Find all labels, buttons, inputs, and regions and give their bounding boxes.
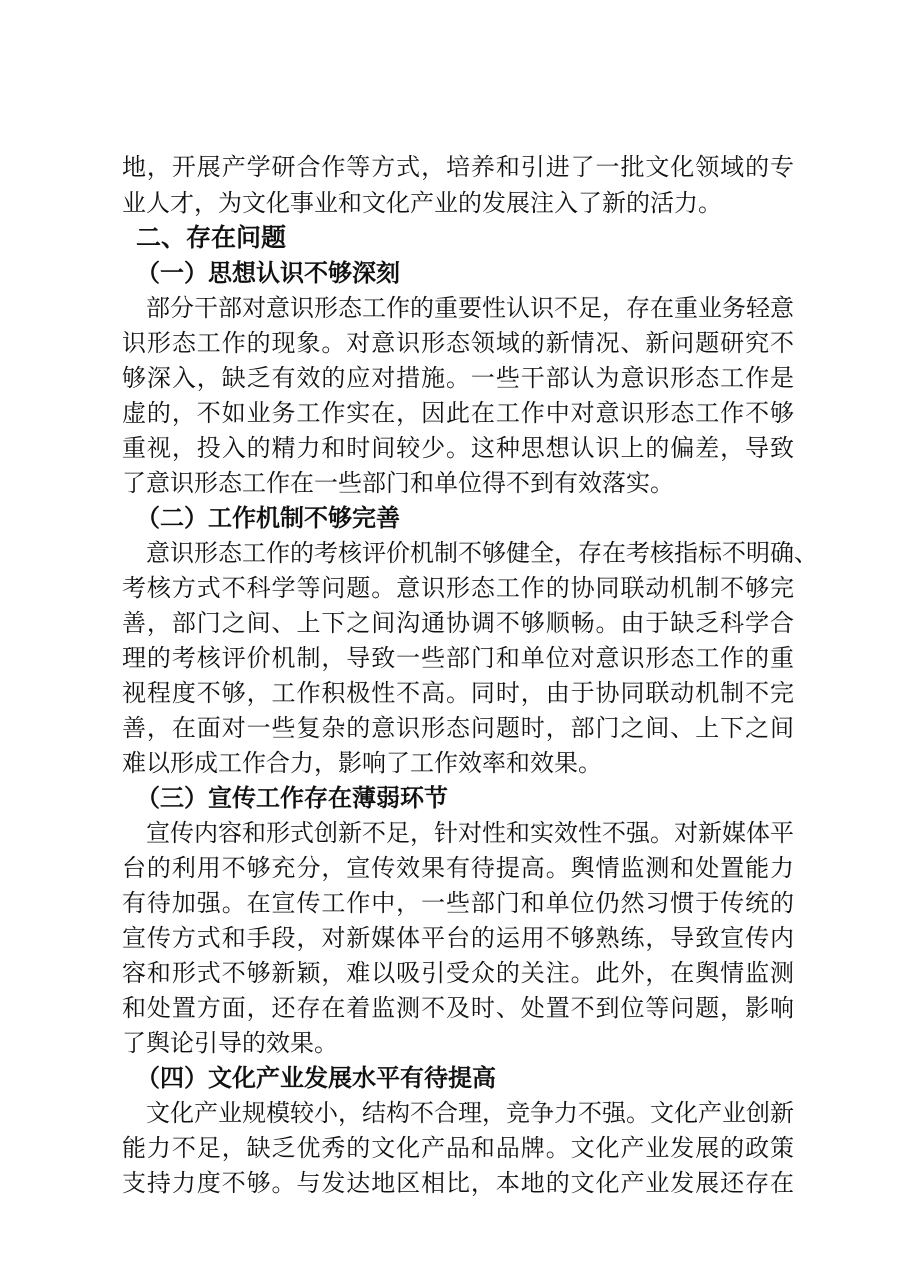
subsection-heading: （二）工作机制不够完善 xyxy=(136,503,400,532)
body-line: 虚的，不如业务工作实在，因此在工作中对意识形态工作不够 xyxy=(122,399,794,427)
body-line: 了意识形态工作在一些部门和单位得不到有效落实。 xyxy=(122,469,674,497)
paragraph-first-line: 文化产业规模较小，结构不合理，竞争力不强。文化产业创新 xyxy=(146,1099,794,1127)
body-line: 够深入，缺乏有效的应对措施。一些干部认为意识形态工作是 xyxy=(122,364,794,392)
body-line: 台的利用不够充分，宣传效果有待提高。舆情监测和处置能力 xyxy=(122,854,794,882)
subsection-heading: （一）思想认识不够深刻 xyxy=(136,258,400,287)
subsection-heading: （三）宣传工作存在薄弱环节 xyxy=(136,783,448,812)
body-line: 容和形式不够新颖，难以吸引受众的关注。此外，在舆情监测 xyxy=(122,959,794,987)
body-line: 识形态工作的现象。对意识形态领域的新情况、新问题研究不 xyxy=(122,329,794,357)
body-line: 重视，投入的精力和时间较少。这种思想认识上的偏差，导致 xyxy=(122,434,794,462)
body-line: 业人才，为文化事业和文化产业的发展注入了新的活力。 xyxy=(122,189,722,217)
body-line: 和处置方面，还存在着监测不及时、处置不到位等问题，影响 xyxy=(122,994,794,1022)
body-line: 了舆论引导的效果。 xyxy=(122,1029,338,1057)
paragraph-first-line: 部分干部对意识形态工作的重要性认识不足，存在重业务轻意 xyxy=(146,294,794,322)
body-line: 地，开展产学研合作等方式，培养和引进了一批文化领域的专 xyxy=(122,153,794,181)
body-line: 善，在面对一些复杂的意识形态问题时，部门之间、上下之间 xyxy=(122,714,794,742)
body-line: 宣传方式和手段，对新媒体平台的运用不够熟练，导致宣传内 xyxy=(122,924,794,952)
body-line: 能力不足，缺乏优秀的文化产品和品牌。文化产业发展的政策 xyxy=(122,1134,794,1162)
paragraph-first-line: 宣传内容和形式创新不足，针对性和实效性不强。对新媒体平 xyxy=(146,819,794,847)
body-line: 善，部门之间、上下之间沟通协调不够顺畅。由于缺乏科学合 xyxy=(122,609,794,637)
body-line: 视程度不够，工作积极性不高。同时，由于协同联动机制不完 xyxy=(122,679,794,707)
paragraph-first-line: 意识形态工作的考核评价机制不够健全，存在考核指标不明确、 xyxy=(146,539,818,567)
body-line: 有待加强。在宣传工作中，一些部门和单位仍然习惯于传统的 xyxy=(122,889,794,917)
section-heading: 二、存在问题 xyxy=(136,223,287,252)
body-line: 支持力度不够。与发达地区相比，本地的文化产业发展还存在 xyxy=(122,1169,794,1197)
body-line: 考核方式不科学等问题。意识形态工作的协同联动机制不够完 xyxy=(122,574,794,602)
body-line: 理的考核评价机制，导致一些部门和单位对意识形态工作的重 xyxy=(122,644,794,672)
body-line: 难以形成工作合力，影响了工作效率和效果。 xyxy=(122,749,602,777)
subsection-heading: （四）文化产业发展水平有待提高 xyxy=(136,1063,496,1092)
